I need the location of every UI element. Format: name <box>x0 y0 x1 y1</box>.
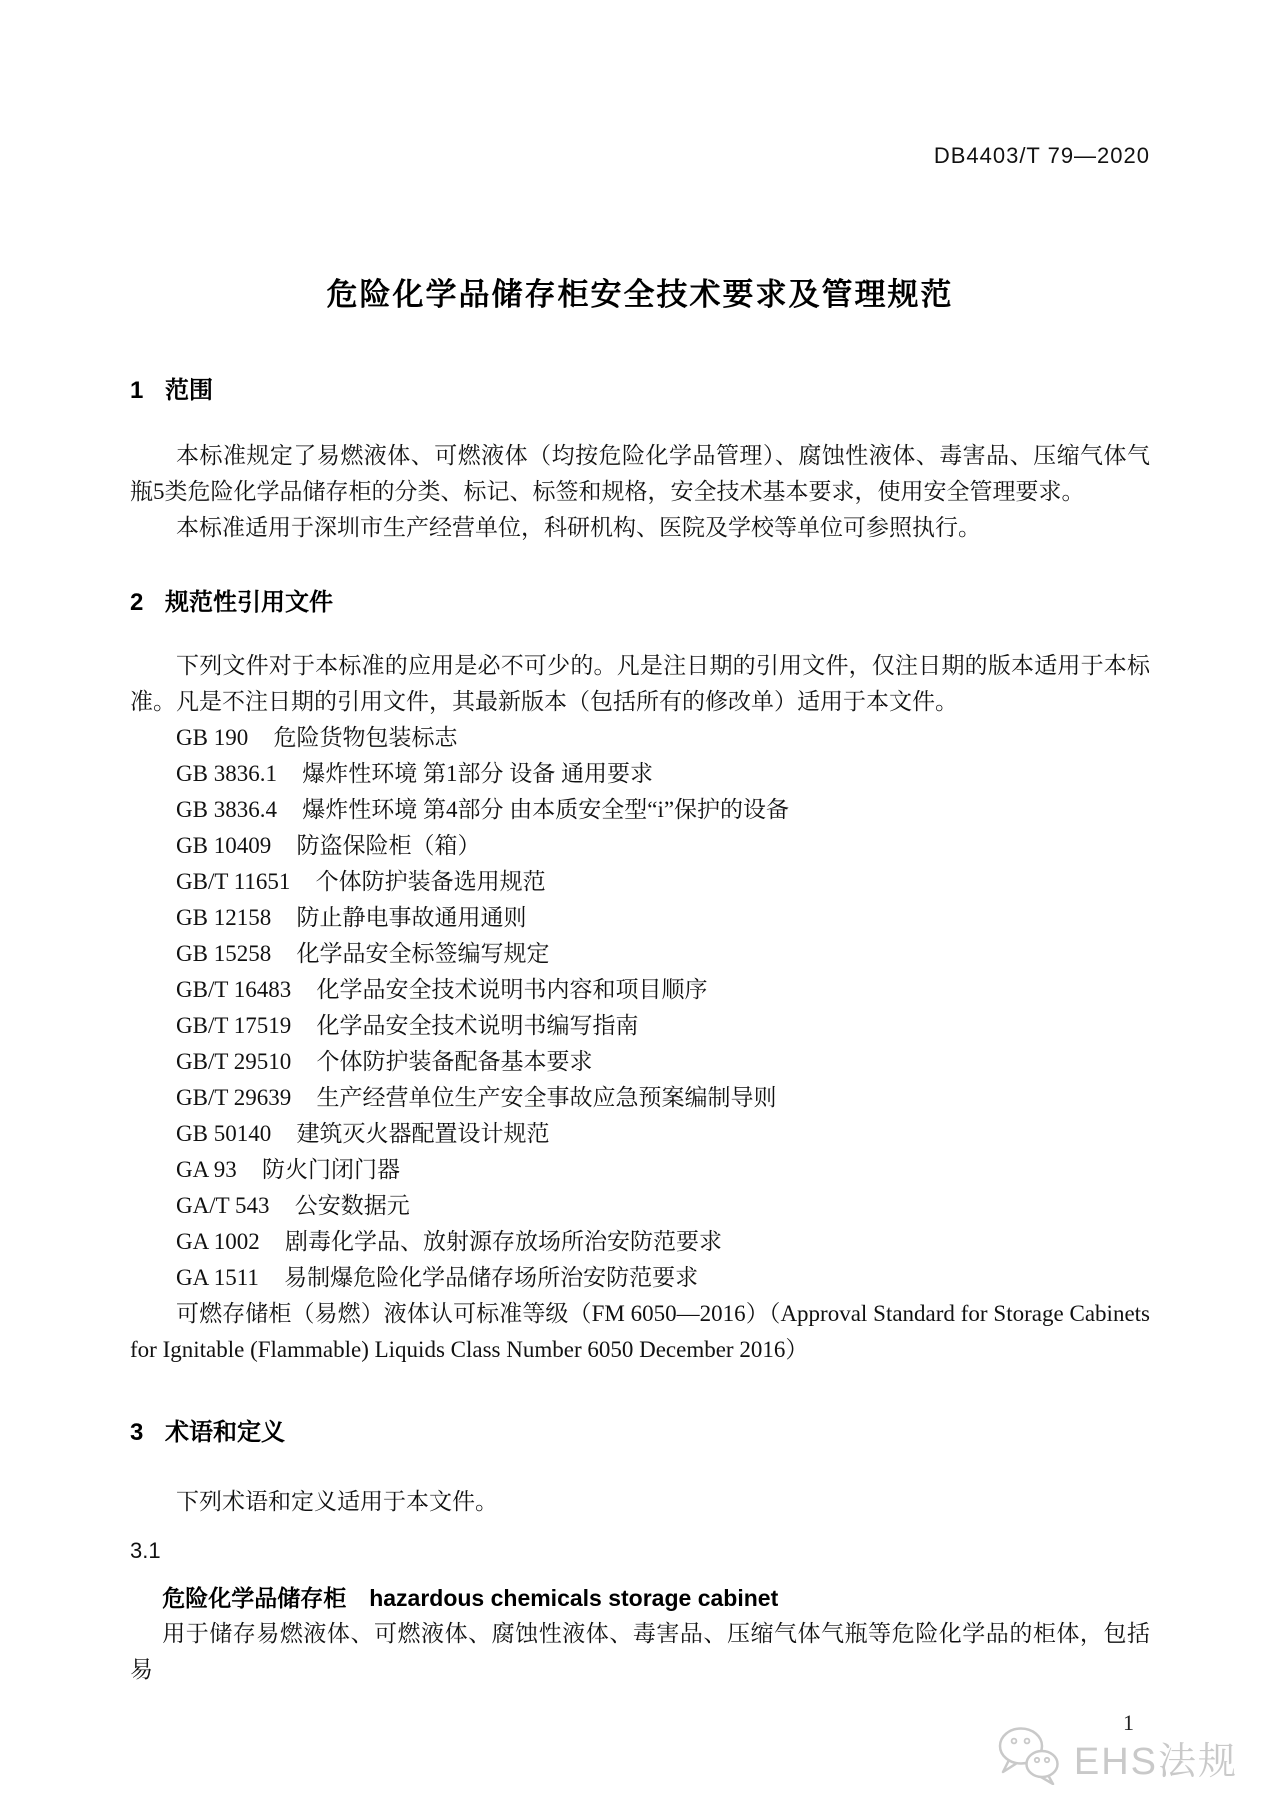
reference-title: 爆炸性环境 第4部分 由本质安全型“i”保护的设备 <box>302 797 790 822</box>
reference-title: 个体防护装备选用规范 <box>315 869 546 894</box>
reference-item <box>130 1008 1150 1044</box>
reference-item <box>130 756 1150 792</box>
section-2-label: 规范性引用文件 <box>164 589 333 616</box>
reference-code: GB 3836.1 <box>176 761 277 786</box>
reference-list <box>130 720 1150 1296</box>
wechat-bubbles-icon <box>996 1725 1062 1790</box>
reference-title: 防止静电事故通用通则 <box>296 905 527 930</box>
reference-code: GB 190 <box>176 725 249 750</box>
reference-item <box>130 1188 1150 1224</box>
section-3-number: 3 <box>130 1419 144 1446</box>
reference-item <box>130 864 1150 900</box>
reference-item <box>130 828 1150 864</box>
reference-item <box>130 720 1150 756</box>
term-english: hazardous chemicals storage cabinet <box>369 1585 779 1611</box>
reference-code: GB/T 29639 <box>176 1085 292 1110</box>
reference-code: GB 15258 <box>176 941 272 966</box>
reference-item <box>130 1260 1150 1296</box>
reference-title: 爆炸性环境 第1部分 设备 通用要求 <box>302 761 653 786</box>
reference-title: 个体防护装备配备基本要求 <box>316 1049 593 1074</box>
reference-item <box>130 792 1150 828</box>
reference-title: 化学品安全技术说明书编写指南 <box>316 1013 639 1038</box>
reference-title: 防盗保险柜（箱） <box>296 833 481 858</box>
reference-title: 建筑灭火器配置设计规范 <box>296 1121 550 1146</box>
reference-item <box>130 1116 1150 1152</box>
reference-code: GB/T 29510 <box>176 1049 292 1074</box>
reference-code: GA 93 <box>176 1157 237 1182</box>
references-intro: 下列文件对于本标准的应用是必不可少的。凡是注日期的引用文件，仅注日期的版本适用于本标准。凡是不注日期的引用文件，其最新版本（包括所有的修改单）适用于本文件。 <box>130 653 1150 714</box>
reference-title: 易制爆危险化学品储存场所治安防范要求 <box>284 1265 699 1290</box>
terms-intro: 下列术语和定义适用于本文件。 <box>176 1489 498 1514</box>
scope-paragraph-1: 本标准规定了易燃液体、可燃液体（均按危险化学品管理）、腐蚀性液体、毒害品、压缩气体气瓶5类危险化学品储存柜的分类、标记、标签和规格，安全技术基本要求，使用安全管理要求。 <box>130 443 1150 504</box>
section-2-heading <box>130 588 1150 618</box>
reference-title: 危险货物包装标志 <box>273 725 458 750</box>
reference-title: 剧毒化学品、放射源存放场所治安防范要求 <box>285 1229 722 1254</box>
page-content <box>0 143 1280 1736</box>
reference-title: 生产经营单位生产安全事故应急预案编制导则 <box>316 1085 777 1110</box>
document-title: 危险化学品储存柜安全技术要求及管理规范 <box>326 277 954 312</box>
reference-code: GA 1511 <box>176 1265 259 1290</box>
reference-code: GB/T 16483 <box>176 977 292 1002</box>
reference-title: 化学品安全标签编写规定 <box>296 941 550 966</box>
section-1-label: 范围 <box>164 377 213 404</box>
section-3-heading <box>130 1418 1150 1448</box>
section-2-number: 2 <box>130 589 144 616</box>
reference-item <box>130 936 1150 972</box>
fm-reference: 可燃存储柜（易燃）液体认可标准等级（FM 6050—2016）（Approval Standard for Storage Cabinets for Ignitable (Flammable) Liquids Class Number 6050 December 2016） <box>130 1301 1150 1362</box>
term-definition: 用于储存易燃液体、可燃液体、腐蚀性液体、毒害品、压缩气体气瓶等危险化学品的柜体，包括易 <box>130 1621 1150 1682</box>
reference-title: 公安数据元 <box>294 1193 410 1218</box>
standard-number: DB4403/T 79—2020 <box>933 143 1150 168</box>
reference-code: GB 50140 <box>176 1121 272 1146</box>
section-3-label: 术语和定义 <box>164 1419 285 1446</box>
reference-code: GA/T 543 <box>176 1193 270 1218</box>
reference-code: GB 3836.4 <box>176 797 277 822</box>
page-number: 1 <box>1123 1710 1134 1735</box>
reference-code: GB/T 11651 <box>176 869 291 894</box>
reference-code: GB 12158 <box>176 905 272 930</box>
reference-item <box>130 1152 1150 1188</box>
term-chinese: 危险化学品储存柜 <box>162 1585 347 1611</box>
reference-code: GB 10409 <box>176 833 272 858</box>
reference-code: GA 1002 <box>176 1229 260 1254</box>
reference-item <box>130 1080 1150 1116</box>
section-1-number: 1 <box>130 377 144 404</box>
reference-item <box>130 972 1150 1008</box>
term-entry <box>130 1580 1150 1616</box>
section-1-body <box>130 438 1150 546</box>
reference-title: 化学品安全技术说明书内容和项目顺序 <box>316 977 708 1002</box>
reference-item <box>130 1044 1150 1080</box>
watermark-label: EHS法规 <box>1073 1741 1238 1783</box>
reference-title: 防火门闭门器 <box>262 1157 400 1182</box>
section-1-heading <box>130 376 1150 406</box>
reference-code: GB/T 17519 <box>176 1013 292 1038</box>
reference-item <box>130 1224 1150 1260</box>
watermark <box>996 1725 1238 1790</box>
scope-paragraph-2: 本标准适用于深圳市生产经营单位，科研机构、医院及学校等单位可参照执行。 <box>176 515 981 540</box>
clause-number: 3.1 <box>130 1538 161 1563</box>
reference-item <box>130 900 1150 936</box>
